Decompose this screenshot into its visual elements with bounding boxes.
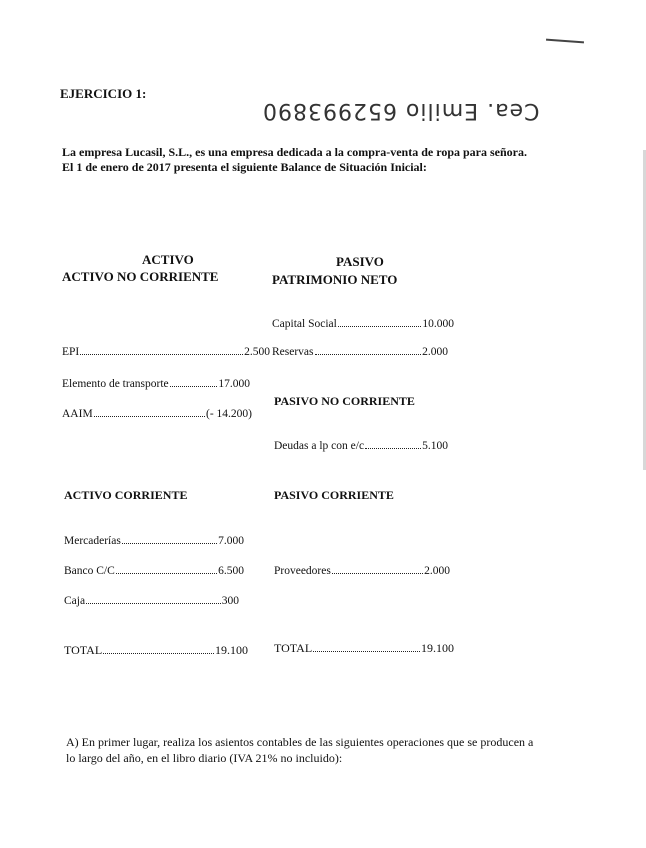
leader-dots xyxy=(86,603,221,604)
row-value: 300 xyxy=(221,595,239,607)
row-value: (- 14.200) xyxy=(206,408,252,420)
row-label: Proveedores xyxy=(274,565,331,577)
activo-row-mercaderias xyxy=(64,535,244,547)
total-label: TOTAL xyxy=(274,641,313,655)
leader-dots xyxy=(103,653,214,654)
activo-no-corriente-heading: ACTIVO NO CORRIENTE xyxy=(62,269,219,284)
pasivo-total xyxy=(274,641,454,656)
row-label: Deudas a lp con e/c xyxy=(274,440,365,452)
row-label: Capital Social xyxy=(272,318,337,330)
leader-dots xyxy=(122,543,217,544)
leader-dots xyxy=(315,354,422,355)
handwritten-note: Cea. Emilio 652993890 xyxy=(262,98,540,123)
question-line-1: A) En primer lugar, realiza los asientos contables de las siguientes operaciones que se producen a xyxy=(66,735,534,749)
leader-dots xyxy=(338,326,422,327)
row-label: Reservas xyxy=(272,346,314,358)
activo-row-caja xyxy=(64,595,239,607)
row-value: 2.000 xyxy=(422,346,448,358)
scan-mark-top xyxy=(546,39,584,44)
row-label: Banco C/C xyxy=(64,565,115,577)
activo-row-transporte xyxy=(62,378,250,390)
activo-corriente-heading: ACTIVO CORRIENTE xyxy=(64,488,188,502)
intro-line-2: El 1 de enero de 2017 presenta el siguiente Balance de Situación Inicial: xyxy=(62,160,427,174)
row-value: 7.000 xyxy=(218,535,244,547)
leader-dots xyxy=(365,448,421,449)
row-label: Mercaderías xyxy=(64,535,121,547)
pasivo-row-deudas xyxy=(274,440,448,452)
activo-row-epi xyxy=(62,346,270,358)
row-label: Elemento de transporte xyxy=(62,378,169,390)
row-label: EPI xyxy=(62,346,80,358)
intro-line-1: La empresa Lucasil, S.L., es una empresa dedicada a la compra-venta de ropa para señora. xyxy=(62,145,528,159)
pasivo-heading: PASIVO xyxy=(336,254,384,269)
pasivo-no-corriente-heading: PASIVO NO CORRIENTE xyxy=(274,394,415,408)
leader-dots xyxy=(116,573,217,574)
patrimonio-neto-heading: PATRIMONIO NETO xyxy=(272,272,398,287)
activo-heading: ACTIVO xyxy=(142,252,194,267)
total-value: 19.100 xyxy=(421,641,454,655)
row-value: 17.000 xyxy=(218,378,250,390)
activo-row-aaim xyxy=(62,408,252,420)
exercise-title: EJERCICIO 1: xyxy=(60,86,147,101)
row-value: 5.100 xyxy=(422,440,448,452)
leader-dots xyxy=(313,651,420,652)
pasivo-row-reservas xyxy=(272,346,448,358)
row-value: 10.000 xyxy=(422,318,454,330)
activo-row-banco xyxy=(64,565,244,577)
row-value: 6.500 xyxy=(218,565,244,577)
pasivo-row-proveedores xyxy=(274,565,450,577)
leader-dots xyxy=(332,573,423,574)
activo-total xyxy=(64,643,248,658)
leader-dots xyxy=(94,416,205,417)
pasivo-row-capital xyxy=(272,318,454,330)
row-label: Caja xyxy=(64,595,86,607)
leader-dots xyxy=(80,354,243,355)
leader-dots xyxy=(170,386,218,387)
total-value: 19.100 xyxy=(215,643,248,657)
pasivo-corriente-heading: PASIVO CORRIENTE xyxy=(274,488,394,502)
row-label: AAIM xyxy=(62,408,93,420)
question-line-2: lo largo del año, en el libro diario (IVA 21% no incluido): xyxy=(66,751,343,765)
row-value: 2.000 xyxy=(424,565,450,577)
total-label: TOTAL xyxy=(64,643,103,657)
row-value: 2.500 xyxy=(244,346,270,358)
